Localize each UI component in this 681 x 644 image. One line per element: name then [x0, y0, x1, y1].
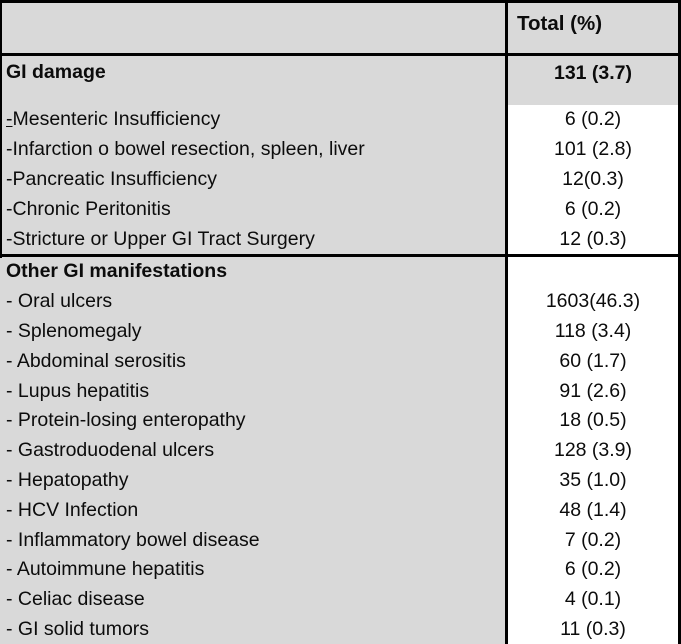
- row-label: - Protein-losing enteropathy: [0, 406, 505, 436]
- row-value: 101 (2.8): [505, 135, 678, 165]
- row-value: 12(0.3): [505, 165, 678, 195]
- row-label: -Pancreatic Insufficiency: [0, 165, 505, 195]
- row-label: - HCV Infection: [0, 495, 505, 525]
- row-label: - Abdominal serositis: [0, 346, 505, 376]
- row-label: - Mesenteric Insufficiency: [0, 105, 505, 135]
- table-row: [0, 525, 678, 555]
- row-value: 6 (0.2): [505, 105, 678, 135]
- table-row: [0, 406, 678, 436]
- row-label: -Infarction o bowel resection, spleen, liver: [0, 135, 505, 165]
- row-label: -Chronic Peritonitis: [0, 194, 505, 224]
- table-row: [0, 105, 678, 135]
- table-row: [0, 254, 678, 287]
- row-value: 7 (0.2): [505, 525, 678, 555]
- row-label: - Splenomegaly: [0, 317, 505, 347]
- row-value: 35 (1.0): [505, 466, 678, 496]
- table-row: [0, 56, 678, 105]
- header-empty-cell: [0, 3, 505, 53]
- row-value: 6 (0.2): [505, 555, 678, 585]
- table-row: [0, 287, 678, 317]
- table-row: [0, 135, 678, 165]
- row-value: [505, 257, 678, 287]
- row-label: - Gastroduodenal ulcers: [0, 436, 505, 466]
- row-label: - Oral ulcers: [0, 287, 505, 317]
- row-label: - GI solid tumors: [0, 615, 505, 644]
- row-value: 11 (0.3): [505, 615, 678, 644]
- table-row: [0, 555, 678, 585]
- row-label: - Hepatopathy: [0, 466, 505, 496]
- row-label: - Autoimmune hepatitis: [0, 555, 505, 585]
- table-row: [0, 466, 678, 496]
- table-row: [0, 224, 678, 254]
- row-label: - Lupus hepatitis: [0, 376, 505, 406]
- table-header-row: [0, 3, 678, 56]
- row-label: -Stricture or Upper GI Tract Surgery: [0, 224, 505, 254]
- header-total-cell: Total (%): [505, 3, 678, 53]
- table-row: [0, 436, 678, 466]
- table-row: [0, 317, 678, 347]
- row-label: - Celiac disease: [0, 585, 505, 615]
- row-value: 128 (3.9): [505, 436, 678, 466]
- partial-left-border: [0, 3, 2, 258]
- row-value: 4 (0.1): [505, 585, 678, 615]
- table-body: [0, 56, 678, 644]
- row-value: 18 (0.5): [505, 406, 678, 436]
- row-value: 91 (2.6): [505, 376, 678, 406]
- table-row: [0, 346, 678, 376]
- table-row: [0, 585, 678, 615]
- table-row: [0, 194, 678, 224]
- row-value: 48 (1.4): [505, 495, 678, 525]
- table-row: [0, 376, 678, 406]
- table-row: [0, 165, 678, 195]
- row-value: 1603(46.3): [505, 287, 678, 317]
- row-value: 118 (3.4): [505, 317, 678, 347]
- table-row: [0, 615, 678, 644]
- row-label: GI damage: [0, 56, 505, 105]
- row-label: - Inflammatory bowel disease: [0, 525, 505, 555]
- row-value: 60 (1.7): [505, 346, 678, 376]
- row-value: 12 (0.3): [505, 224, 678, 254]
- table-row: [0, 495, 678, 525]
- row-value: 131 (3.7): [505, 56, 678, 105]
- row-label: Other GI manifestations: [0, 257, 505, 287]
- row-value: 6 (0.2): [505, 194, 678, 224]
